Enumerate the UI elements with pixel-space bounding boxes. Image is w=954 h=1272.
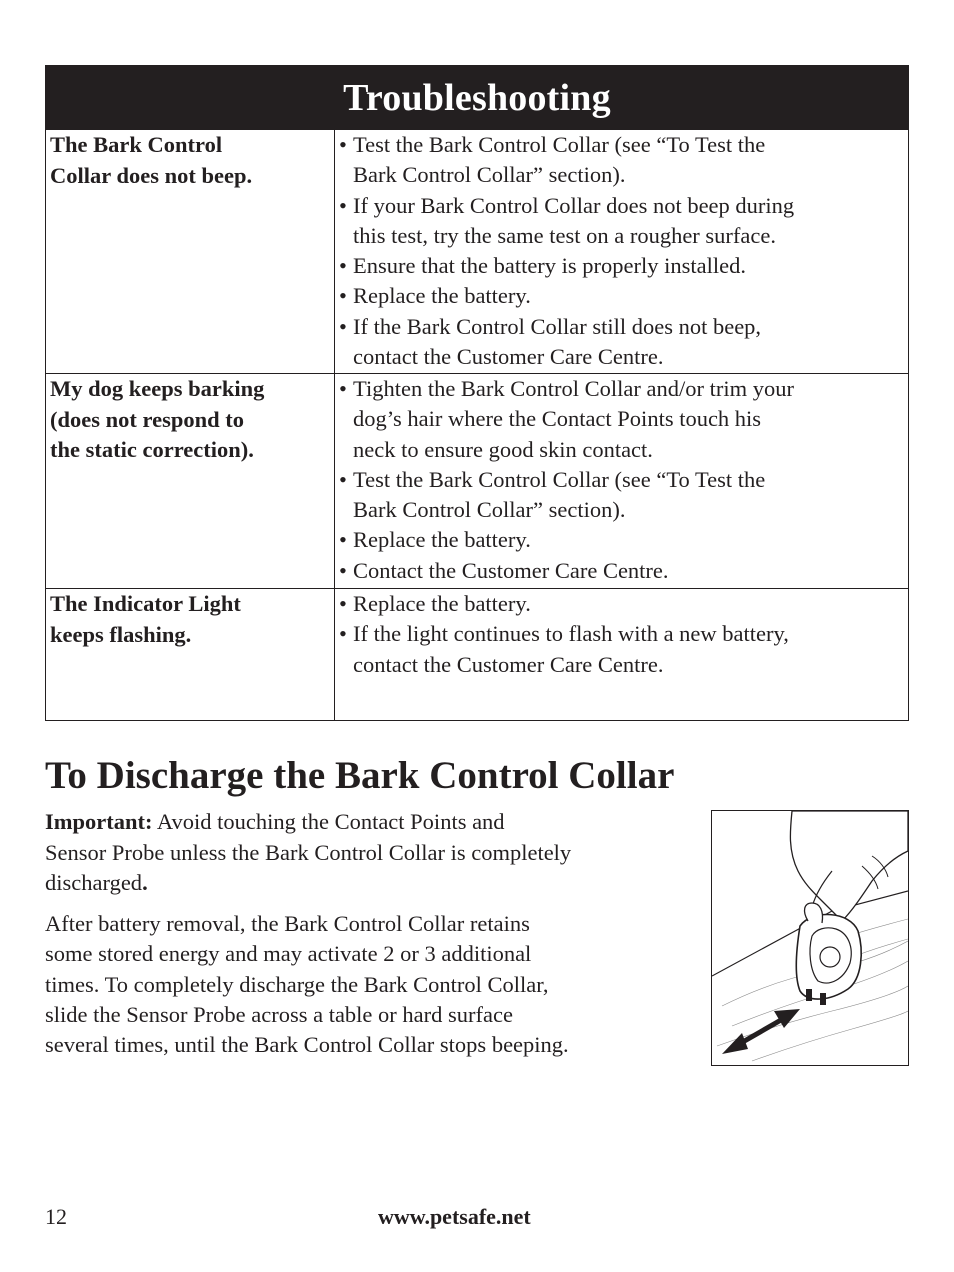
- table-row: [46, 373, 908, 588]
- bullet-icon: •: [339, 283, 347, 309]
- page-number: 12: [45, 1204, 67, 1229]
- table-row: [46, 129, 908, 373]
- solution-item: [339, 130, 900, 191]
- solution-line: Test the Bark Control Collar (see “To Test the: [353, 466, 766, 492]
- double-arrow-icon: [722, 1009, 800, 1054]
- solution-line: Tighten the Bark Control Collar and/or trim your: [353, 376, 795, 401]
- solution-line: If the Bark Control Collar still does not beep,: [353, 313, 762, 339]
- solution-cell: [335, 130, 908, 373]
- section-heading: To Discharge the Bark Control Collar: [45, 754, 675, 797]
- bullet-icon: •: [339, 192, 347, 218]
- table-title: Troubleshooting: [46, 66, 908, 129]
- problem-line: My dog keeps barking: [50, 376, 265, 401]
- bullet-icon: •: [339, 591, 347, 616]
- solution-item: [339, 525, 900, 555]
- solution-line: Test the Bark Control Collar (see “To Test the: [353, 132, 766, 157]
- bullet-icon: •: [339, 313, 347, 339]
- solution-item: [339, 465, 900, 526]
- solution-line: contact the Customer Care Centre.: [353, 651, 664, 677]
- problem-line: Collar does not beep.: [50, 162, 253, 188]
- solution-line: this test, try the same test on a rougher surface.: [353, 222, 776, 248]
- problem-cell: [46, 374, 335, 588]
- solution-item: [339, 619, 900, 680]
- bullet-icon: •: [339, 132, 347, 157]
- solution-item: [339, 589, 900, 619]
- solution-item: [339, 556, 900, 586]
- body-line: some stored energy and may activate 2 or 3 additional: [45, 941, 532, 967]
- problem-cell: [46, 589, 335, 720]
- body-line: times. To completely discharge the Bark Control Collar,: [45, 971, 549, 997]
- solution-line: Replace the battery.: [353, 527, 531, 553]
- bullet-icon: •: [339, 527, 347, 553]
- problem-line: the static correction).: [50, 437, 254, 462]
- solution-item: [339, 281, 900, 311]
- problem-cell: [46, 130, 335, 373]
- solution-line: contact the Customer Care Centre.: [353, 344, 664, 370]
- bullet-icon: •: [339, 253, 347, 279]
- solution-line: If your Bark Control Collar does not beep during: [353, 192, 795, 218]
- bullet-icon: •: [339, 557, 347, 583]
- solution-line: dog’s hair where the Contact Points touch his: [353, 406, 762, 432]
- footer-url[interactable]: www.petsafe.net: [378, 1204, 531, 1229]
- solution-line: Ensure that the battery is properly installed.: [353, 253, 747, 279]
- bullet-icon: •: [339, 466, 347, 492]
- solution-line: neck to ensure good skin contact.: [353, 436, 653, 462]
- bullet-icon: •: [339, 621, 347, 647]
- hand-sliding-collar-illustration: [712, 811, 908, 1065]
- troubleshooting-table: [45, 65, 909, 721]
- body-line: After battery removal, the Bark Control Collar retains: [45, 911, 530, 936]
- important-line: Sensor Probe unless the Bark Control Collar is completely: [45, 839, 572, 865]
- solution-item: [339, 374, 900, 465]
- solution-line: Replace the battery.: [353, 591, 531, 616]
- body-line: slide the Sensor Probe across a table or hard surface: [45, 1001, 513, 1027]
- problem-line: The Bark Control: [50, 132, 223, 157]
- discharge-instructions: [45, 909, 705, 1060]
- important-period: .: [142, 870, 148, 895]
- solution-cell: [335, 589, 908, 720]
- bullet-icon: •: [339, 376, 347, 401]
- discharge-illustration: [711, 810, 909, 1066]
- important-line: discharged: [45, 870, 143, 895]
- problem-line: The Indicator Light: [50, 591, 241, 616]
- body-line: several times, until the Bark Control Collar stops beeping.: [45, 1032, 569, 1058]
- solution-item: [339, 191, 900, 252]
- solution-item: [339, 312, 900, 373]
- solution-line: If the light continues to flash with a new battery,: [353, 621, 789, 647]
- solution-line: Replace the battery.: [353, 283, 531, 309]
- solution-line: Contact the Customer Care Centre.: [353, 557, 669, 583]
- problem-line: keeps flashing.: [50, 621, 192, 647]
- solution-cell: [335, 374, 908, 588]
- solution-item: [339, 251, 900, 281]
- problem-line: (does not respond to: [50, 406, 244, 432]
- important-label: Important:: [45, 809, 153, 834]
- important-line: Avoid touching the Contact Points and: [152, 809, 505, 834]
- solution-line: Bark Control Collar” section).: [353, 162, 626, 188]
- solution-line: Bark Control Collar” section).: [353, 497, 626, 523]
- table-row: [46, 588, 908, 720]
- important-note: [45, 807, 705, 899]
